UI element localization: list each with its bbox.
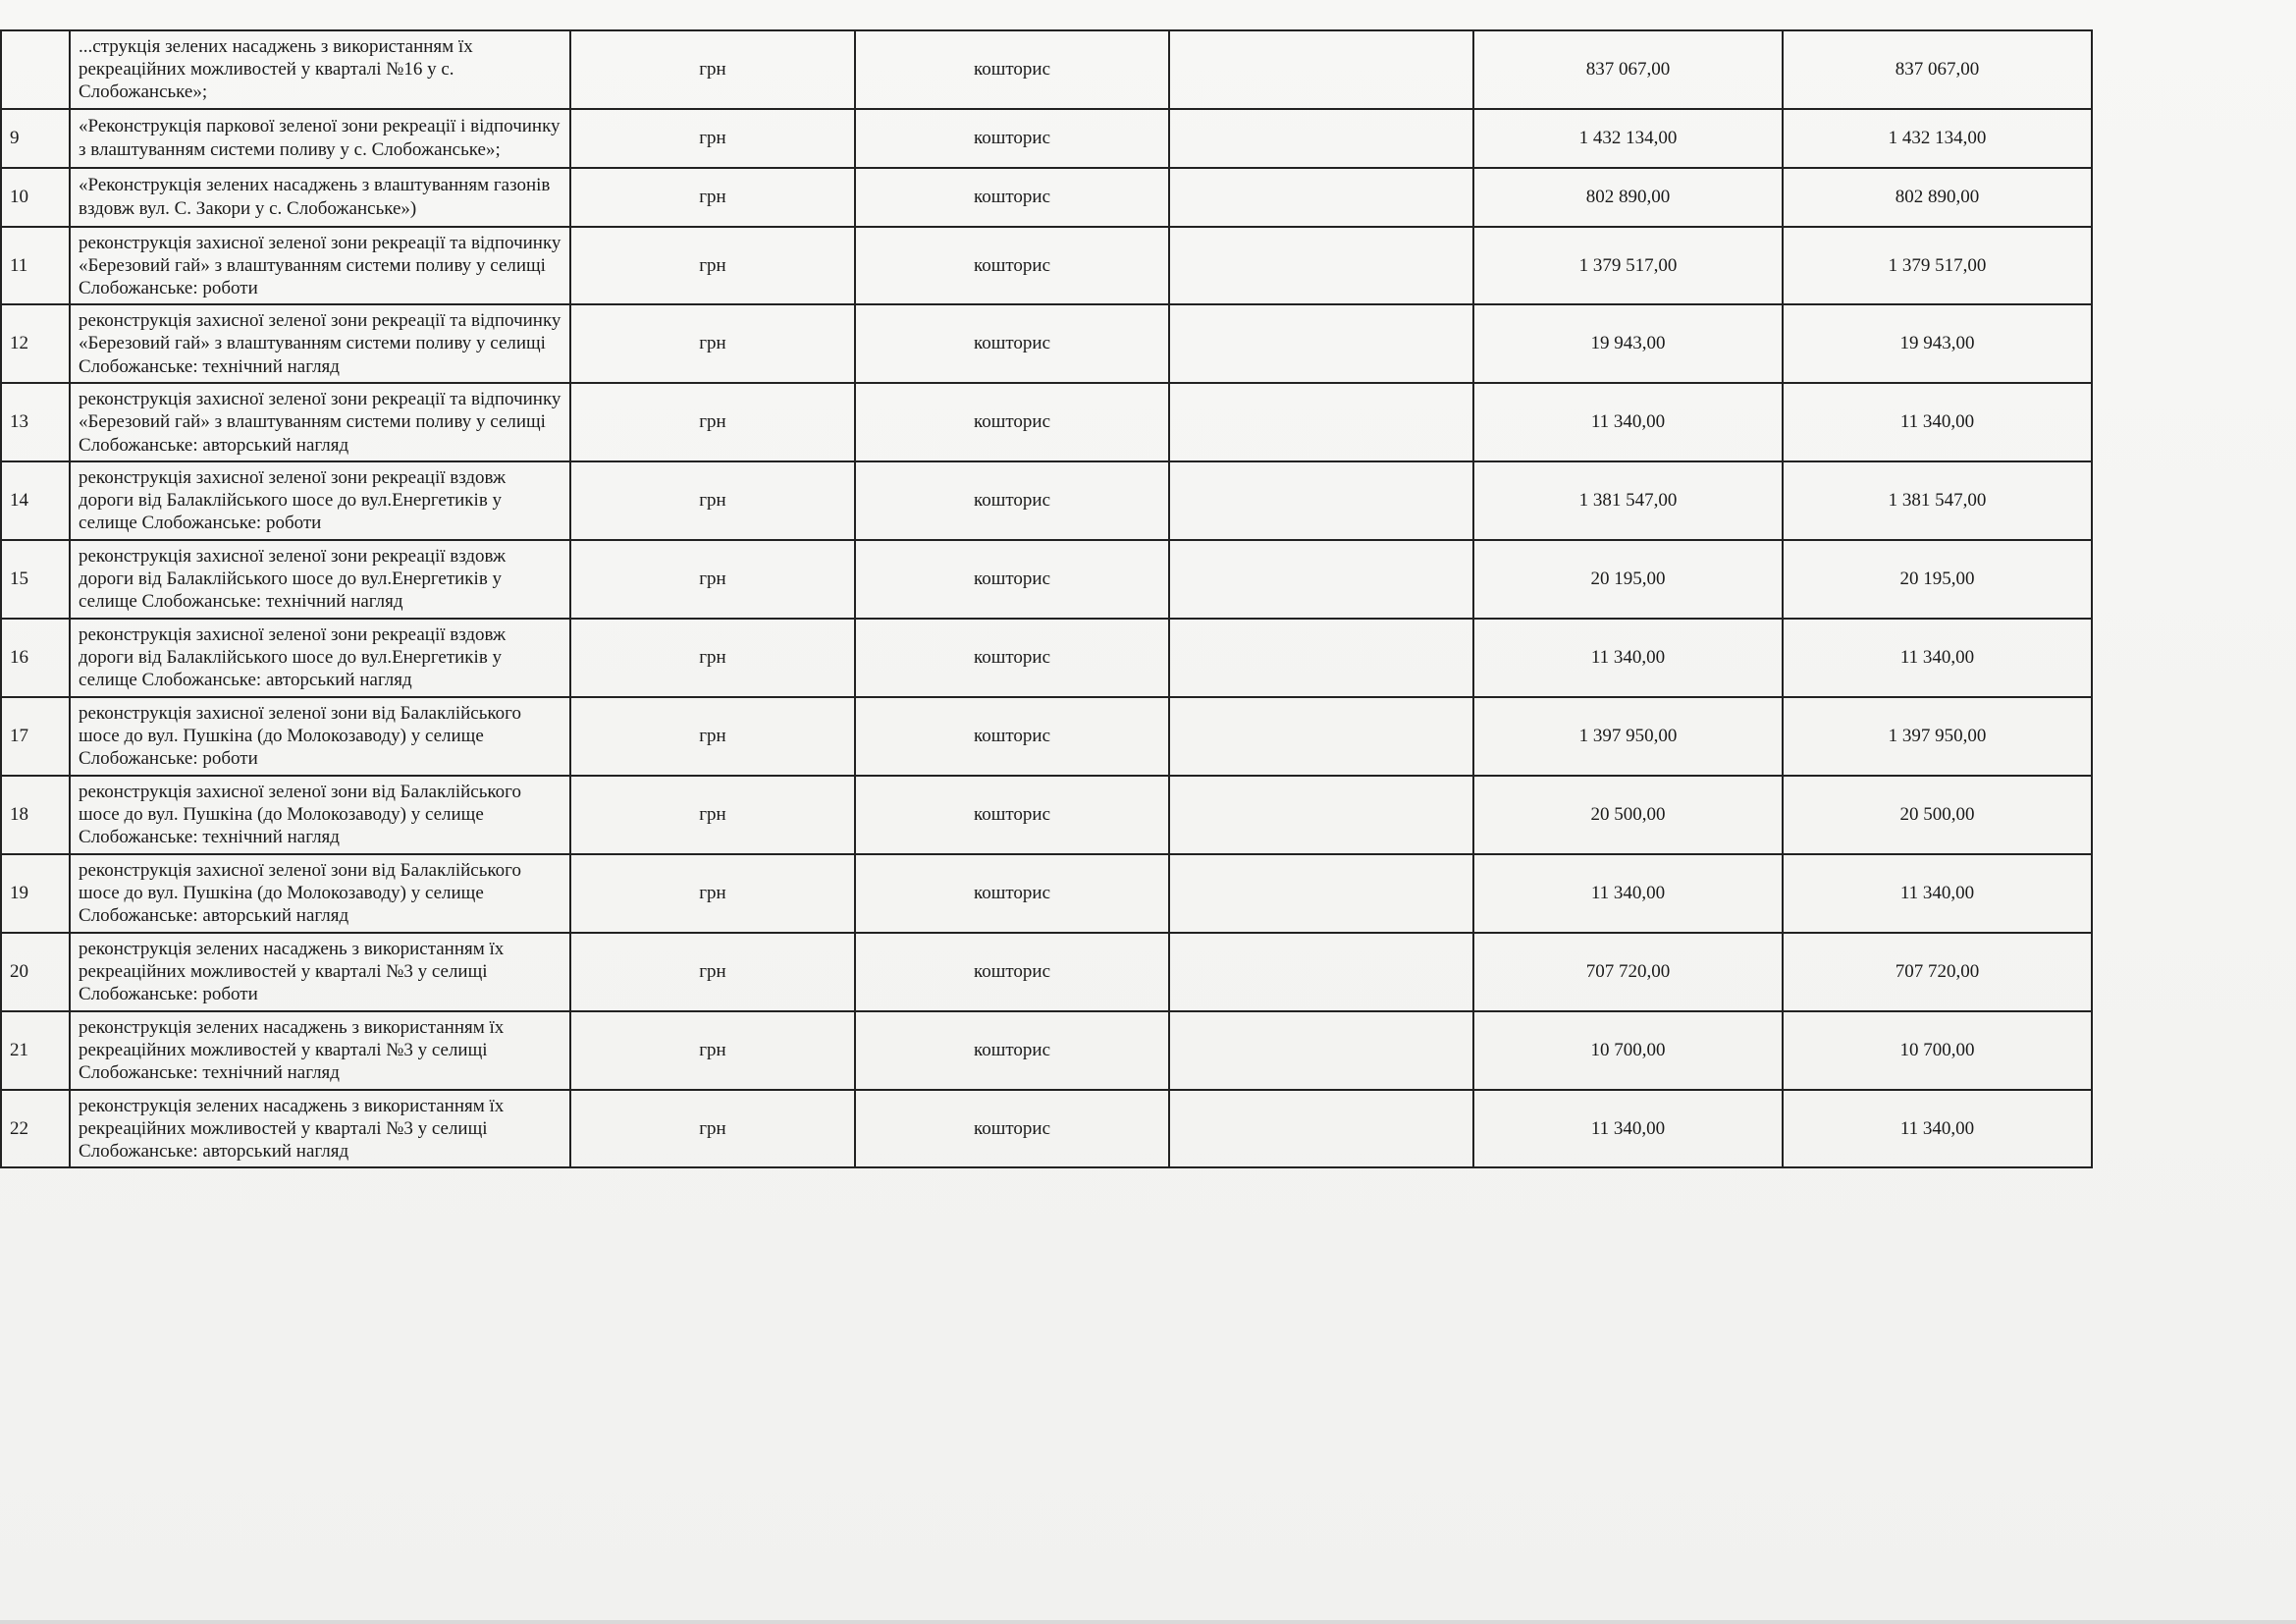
item-description: реконструкція зелених насаджень з використанням їх рекреаційних можливостей у кварталі №3 у селищі Слобожанське: авторський нагляд [70, 1090, 570, 1168]
amount-cell: 11 340,00 [1473, 383, 1783, 461]
amount-total-cell: 20 195,00 [1783, 540, 2092, 619]
row-number: 13 [1, 383, 70, 461]
row-number: 16 [1, 619, 70, 697]
row-number: 10 [1, 168, 70, 227]
item-description: реконструкція захисної зеленої зони від Балаклійського шосе до вул. Пушкіна (до Молокозаводу) у селище Слобожанське: технічний нагляд [70, 776, 570, 854]
unit-cell: грн [570, 1011, 855, 1090]
unit-cell: грн [570, 854, 855, 933]
item-description: ...струкція зелених насаджень з використанням їх рекреаційних можливостей у кварталі №16 у с. Слобожанське»; [70, 30, 570, 109]
table-row [1, 461, 2092, 540]
table-row [1, 1090, 2092, 1168]
row-number: 19 [1, 854, 70, 933]
unit-cell: грн [570, 383, 855, 461]
amount-total-cell: 11 340,00 [1783, 383, 2092, 461]
item-description: реконструкція захисної зеленої зони рекреації та відпочинку «Березовий гай» з влаштуванням системи поливу у селищі Слобожанське: авторський нагляд [70, 383, 570, 461]
unit-cell: грн [570, 776, 855, 854]
empty-cell [1169, 383, 1473, 461]
row-number: 20 [1, 933, 70, 1011]
amount-total-cell: 837 067,00 [1783, 30, 2092, 109]
empty-cell [1169, 776, 1473, 854]
amount-total-cell: 20 500,00 [1783, 776, 2092, 854]
amount-cell: 19 943,00 [1473, 304, 1783, 383]
source-cell: кошторис [855, 30, 1169, 109]
row-number: 9 [1, 109, 70, 168]
budget-table [0, 29, 2093, 1168]
empty-cell [1169, 168, 1473, 227]
source-cell: кошторис [855, 933, 1169, 1011]
empty-cell [1169, 540, 1473, 619]
item-description: реконструкція захисної зеленої зони рекреації та відпочинку «Березовий гай» з влаштуванням системи поливу у селищі Слобожанське: технічний нагляд [70, 304, 570, 383]
table-row [1, 933, 2092, 1011]
amount-cell: 11 340,00 [1473, 1090, 1783, 1168]
empty-cell [1169, 854, 1473, 933]
row-number: 18 [1, 776, 70, 854]
row-number: 22 [1, 1090, 70, 1168]
amount-total-cell: 707 720,00 [1783, 933, 2092, 1011]
amount-total-cell: 11 340,00 [1783, 619, 2092, 697]
amount-total-cell: 1 381 547,00 [1783, 461, 2092, 540]
amount-cell: 11 340,00 [1473, 619, 1783, 697]
amount-cell: 1 432 134,00 [1473, 109, 1783, 168]
row-number: 14 [1, 461, 70, 540]
table-row [1, 540, 2092, 619]
source-cell: кошторис [855, 383, 1169, 461]
empty-cell [1169, 109, 1473, 168]
empty-cell [1169, 933, 1473, 1011]
table-row [1, 1011, 2092, 1090]
table-row [1, 619, 2092, 697]
amount-total-cell: 1 379 517,00 [1783, 227, 2092, 305]
amount-cell: 707 720,00 [1473, 933, 1783, 1011]
amount-total-cell: 11 340,00 [1783, 1090, 2092, 1168]
unit-cell: грн [570, 109, 855, 168]
unit-cell: грн [570, 1090, 855, 1168]
row-number: 12 [1, 304, 70, 383]
table-row [1, 304, 2092, 383]
item-description: реконструкція захисної зеленої зони рекреації вздовж дороги від Балаклійського шосе до вул.Енергетиків у селище Слобожанське: авторський нагляд [70, 619, 570, 697]
source-cell: кошторис [855, 540, 1169, 619]
amount-total-cell: 10 700,00 [1783, 1011, 2092, 1090]
amount-total-cell: 19 943,00 [1783, 304, 2092, 383]
amount-cell: 837 067,00 [1473, 30, 1783, 109]
source-cell: кошторис [855, 1011, 1169, 1090]
source-cell: кошторис [855, 697, 1169, 776]
empty-cell [1169, 30, 1473, 109]
unit-cell: грн [570, 304, 855, 383]
source-cell: кошторис [855, 854, 1169, 933]
source-cell: кошторис [855, 227, 1169, 305]
item-description: реконструкція захисної зеленої зони рекреації вздовж дороги від Балаклійського шосе до вул.Енергетиків у селище Слобожанське: роботи [70, 461, 570, 540]
source-cell: кошторис [855, 776, 1169, 854]
table-row [1, 697, 2092, 776]
amount-total-cell: 1 432 134,00 [1783, 109, 2092, 168]
amount-total-cell: 11 340,00 [1783, 854, 2092, 933]
amount-cell: 1 381 547,00 [1473, 461, 1783, 540]
source-cell: кошторис [855, 1090, 1169, 1168]
item-description: реконструкція зелених насаджень з використанням їх рекреаційних можливостей у кварталі №3 у селищі Слобожанське: технічний нагляд [70, 1011, 570, 1090]
empty-cell [1169, 1011, 1473, 1090]
unit-cell: грн [570, 933, 855, 1011]
unit-cell: грн [570, 168, 855, 227]
table-row [1, 776, 2092, 854]
row-number: 17 [1, 697, 70, 776]
amount-cell: 802 890,00 [1473, 168, 1783, 227]
empty-cell [1169, 227, 1473, 305]
unit-cell: грн [570, 540, 855, 619]
item-description: «Реконструкція зелених насаджень з влаштуванням газонів вздовж вул. С. Закори у с. Слобожанське») [70, 168, 570, 227]
row-number: 11 [1, 227, 70, 305]
table-row [1, 168, 2092, 227]
empty-cell [1169, 697, 1473, 776]
amount-cell: 11 340,00 [1473, 854, 1783, 933]
table-row [1, 854, 2092, 933]
table-row [1, 30, 2092, 109]
amount-cell: 1 379 517,00 [1473, 227, 1783, 305]
item-description: реконструкція зелених насаджень з використанням їх рекреаційних можливостей у кварталі №3 у селищі Слобожанське: роботи [70, 933, 570, 1011]
item-description: «Реконструкція паркової зеленої зони рекреації і відпочинку з влаштуванням системи поливу у с. Слобожанське»; [70, 109, 570, 168]
unit-cell: грн [570, 30, 855, 109]
amount-total-cell: 802 890,00 [1783, 168, 2092, 227]
table-row [1, 227, 2092, 305]
row-number: 21 [1, 1011, 70, 1090]
empty-cell [1169, 619, 1473, 697]
item-description: реконструкція захисної зеленої зони від Балаклійського шосе до вул. Пушкіна (до Молокозаводу) у селище Слобожанське: авторський нагляд [70, 854, 570, 933]
amount-cell: 1 397 950,00 [1473, 697, 1783, 776]
amount-cell: 10 700,00 [1473, 1011, 1783, 1090]
source-cell: кошторис [855, 109, 1169, 168]
empty-cell [1169, 304, 1473, 383]
unit-cell: грн [570, 619, 855, 697]
table-row [1, 109, 2092, 168]
unit-cell: грн [570, 461, 855, 540]
unit-cell: грн [570, 227, 855, 305]
amount-total-cell: 1 397 950,00 [1783, 697, 2092, 776]
source-cell: кошторис [855, 304, 1169, 383]
source-cell: кошторис [855, 461, 1169, 540]
row-number [1, 30, 70, 109]
empty-cell [1169, 461, 1473, 540]
page-edge [0, 1620, 2296, 1624]
table-row [1, 383, 2092, 461]
item-description: реконструкція захисної зеленої зони рекреації та відпочинку «Березовий гай» з влаштуванням системи поливу у селищі Слобожанське: роботи [70, 227, 570, 305]
table-body [1, 30, 2092, 1167]
source-cell: кошторис [855, 619, 1169, 697]
empty-cell [1169, 1090, 1473, 1168]
amount-cell: 20 195,00 [1473, 540, 1783, 619]
item-description: реконструкція захисної зеленої зони від Балаклійського шосе до вул. Пушкіна (до Молокозаводу) у селище Слобожанське: роботи [70, 697, 570, 776]
amount-cell: 20 500,00 [1473, 776, 1783, 854]
row-number: 15 [1, 540, 70, 619]
unit-cell: грн [570, 697, 855, 776]
item-description: реконструкція захисної зеленої зони рекреації вздовж дороги від Балаклійського шосе до вул.Енергетиків у селище Слобожанське: технічний нагляд [70, 540, 570, 619]
source-cell: кошторис [855, 168, 1169, 227]
